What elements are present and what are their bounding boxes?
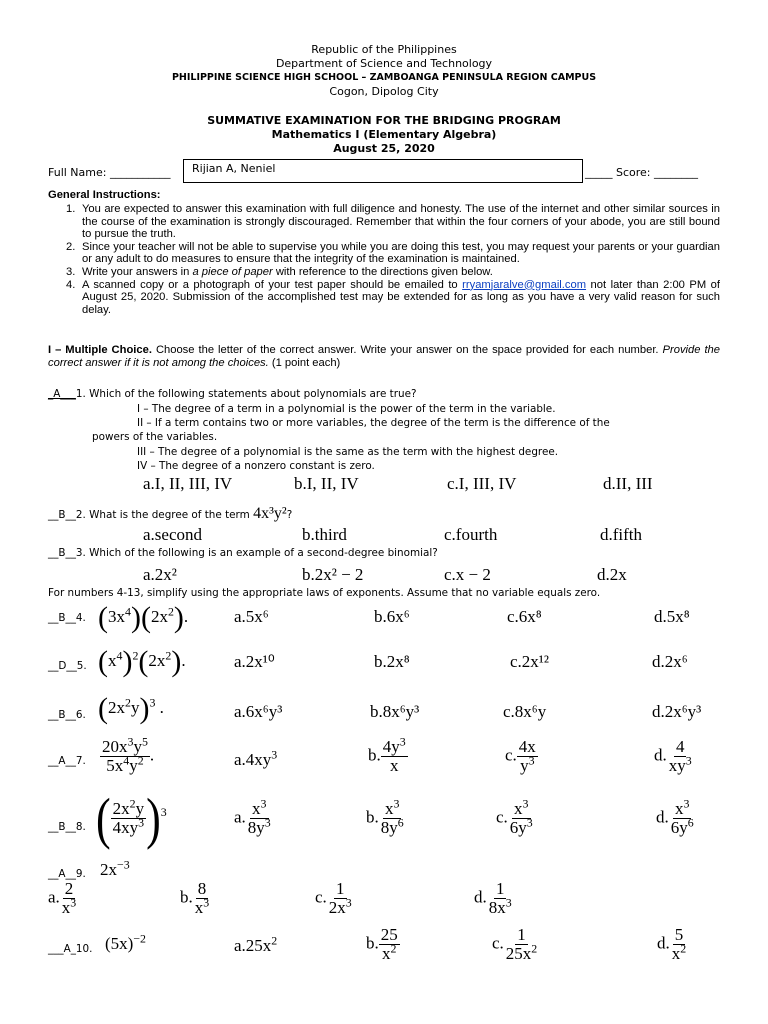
- q8-choice-d: d. $\frac{x^3}{6y^6}$: [656, 796, 694, 837]
- q4-label: __B__4.: [48, 612, 86, 624]
- school-name: PHILIPPINE SCIENCE HIGH SCHOOL – ZAMBOANGA PENINSULA REGION CAMPUS: [171, 72, 597, 83]
- exam-date: August 25, 2020: [333, 142, 435, 155]
- q7-choice-b: b. $\frac{4y^3}{x}$: [368, 734, 406, 775]
- exam-title: SUMMATIVE EXAMINATION FOR THE BRIDGING PROGRAM: [207, 114, 561, 127]
- full-name-value: Rijian A, Neniel: [192, 162, 276, 175]
- full-name-label: Full Name: ___________: [48, 166, 171, 179]
- q9-choice-d: d. $\frac{1}{8x^3}$: [474, 879, 512, 917]
- q9-choice-c: c. $\frac{1}{2x^3}$: [315, 879, 352, 917]
- part1-directions: I – Multiple Choice. Choose the letter of the correct answer. Write your answer on the space provided for each number. Provide the correct answer if it is not among the choices. (1 point each): [48, 344, 721, 369]
- q2-choice-c: c.fourth: [444, 525, 498, 544]
- q3-choice-b: b.2x² − 2: [302, 565, 364, 584]
- instructions-heading: General Instructions:: [48, 189, 161, 201]
- q1-statement-1: I – The degree of a term in a polynomial is the power of the term in the variable.: [137, 403, 556, 415]
- q3-question: __B__3. Which of the following is an example of a second-degree binomial?: [48, 547, 438, 559]
- q2-choice-b: b.third: [302, 525, 347, 544]
- score-label: _____ Score: ________: [585, 166, 699, 179]
- q1-choice-d: d.II, III: [603, 474, 653, 493]
- q5-choice-d: d.2x⁶: [652, 652, 688, 671]
- q1-statement-4: IV – The degree of a nonzero constant is zero.: [137, 460, 375, 472]
- instruction-item: 3. Write your answers in a piece of paper with reference to the directions given below.: [66, 265, 493, 278]
- q2-answer: __B__: [48, 509, 76, 521]
- header-line-1: Republic of the Philippines: [311, 43, 457, 56]
- q6-choice-d: d.2x⁶y³: [652, 702, 702, 721]
- q4-choice-b: b.6x⁶: [374, 607, 410, 626]
- simplify-note: For numbers 4-13, simplify using the appropriate laws of exponents. Assume that no variable equals zero.: [48, 587, 601, 599]
- q10-choice-c: c. $\frac{1}{25x^2}$: [492, 925, 538, 963]
- q4-expression: $(3x^4)(2x^2)$.: [98, 601, 189, 634]
- q7-expression: $\frac{20x^3y^5}{5x^4y^2}$ .: [102, 734, 155, 775]
- q1-statement-2-cont: powers of the variables.: [92, 431, 218, 443]
- q3-choice-a: a.2x²: [143, 565, 177, 584]
- q6-choice-a: a.6x⁶y³: [234, 702, 283, 721]
- q6-label: __B__6.: [48, 709, 86, 721]
- instruction-item: 1. You are expected to answer this examination with full diligence and honesty. The use of the internet and other similar sources in the course of the examination is strongly discouraged. Remember that within the four corners of your abode, you are still bound to pursue the truth.: [66, 203, 720, 241]
- q1-answer: _A___: [48, 388, 76, 400]
- q10-choice-a: $a.25x^2$: [234, 933, 278, 955]
- q6-expression: $(2x^2y)^3$ .: [98, 692, 164, 725]
- q10-choice-d: d. $\frac{5}{x^2}$: [657, 925, 687, 963]
- email-link[interactable]: rryamjaralve@gmail.com: [462, 278, 587, 291]
- q2-term: 4x³y²: [253, 505, 287, 522]
- q5-choice-b: b.2x⁸: [374, 652, 410, 671]
- q8-choice-a: a. $\frac{x^3}{8y^3}$: [234, 796, 271, 837]
- q1-choice-c: c.I, III, IV: [447, 474, 517, 493]
- q3-choice-d: d.2x: [597, 565, 627, 584]
- full-name-field[interactable]: [183, 159, 583, 183]
- q6-choice-b: b.8x⁶y³: [370, 702, 420, 721]
- q5-choice-a: a.2x¹⁰: [234, 652, 275, 671]
- exam-subject: Mathematics I (Elementary Algebra): [271, 128, 497, 141]
- q4-choice-a: a.5x⁶: [234, 607, 269, 626]
- q9-label: __A__9.: [48, 868, 86, 880]
- q2-choice-d: d.fifth: [600, 525, 643, 544]
- q8-choice-b: b. $\frac{x^3}{8y^6}$: [366, 796, 404, 837]
- q1-choice-b: b.I, II, IV: [294, 474, 359, 493]
- q7-choice-c: c. $\frac{4x}{y^3}$: [505, 737, 536, 775]
- q3-choice-c: c.x − 2: [444, 565, 491, 584]
- q4-choice-c: c.6x⁸: [507, 607, 542, 626]
- q5-choice-c: c.2x¹²: [510, 652, 549, 671]
- q7-choice-a: $a.4xy^3$: [234, 747, 278, 769]
- q7-label: __A__7.: [48, 755, 86, 767]
- q2-question: __B__2. What is the degree of the term 4x³y²?: [48, 505, 293, 522]
- q9-choice-a: a. $\frac{2}{x^3}$: [48, 879, 77, 917]
- q7-choice-d: d. $\frac{4}{xy^3}$: [654, 737, 692, 775]
- instruction-item: 4. A scanned copy or a photograph of your test paper should be emailed to rryamjaralve@gmail.com not later than 2:00 PM of August 25, 2020. Submission of the accomplished test may be extended for as long as you have a very valid reason for such delay.: [66, 278, 720, 316]
- q1-choice-a: a.I, II, III, IV: [143, 474, 233, 493]
- header-line-2: Department of Science and Technology: [275, 57, 493, 70]
- q5-expression: $(x^4)^2(2x^2)$.: [98, 645, 186, 678]
- q5-label: __D__5.: [48, 660, 87, 672]
- q8-expression: ( $\frac{2x^2y}{4xy^3}$ )$^3$: [96, 786, 167, 851]
- q10-expression: $(5x)^{-2}$: [105, 931, 146, 953]
- q9-choice-b: b. $\frac{8}{x^3}$: [180, 879, 210, 917]
- q9-expression: $2x^{-3}$: [100, 857, 130, 879]
- instructions-list: [48, 203, 720, 316]
- q10-label: ___A_10.: [48, 943, 93, 955]
- q8-choice-c: c. $\frac{x^3}{6y^3}$: [496, 796, 533, 837]
- q1-statement-2: II – If a term contains two or more variables, the degree of the term is the difference of the: [137, 417, 610, 429]
- instruction-item: 2. Since your teacher will not be able to supervise you while you are doing this test, you may request your parents or your guardian or any adult to do measures to ensure that the integrity of the examination is maintained.: [66, 240, 720, 266]
- header-line-4: Cogon, Dipolog City: [329, 85, 439, 98]
- q6-choice-c: c.8x⁶y: [503, 702, 547, 721]
- q8-label: __B__8.: [48, 821, 86, 833]
- q10-choice-b: b. $\frac{25}{x^2}$: [366, 925, 398, 963]
- q4-choice-d: d.5x⁸: [654, 607, 690, 626]
- q2-choice-a: a.second: [143, 525, 203, 544]
- q3-answer: __B__: [48, 547, 76, 559]
- q1-statement-3: III – The degree of a polynomial is the same as the term with the highest degree.: [137, 446, 559, 458]
- q1-question: _A___1. Which of the following statements about polynomials are true?: [48, 388, 417, 400]
